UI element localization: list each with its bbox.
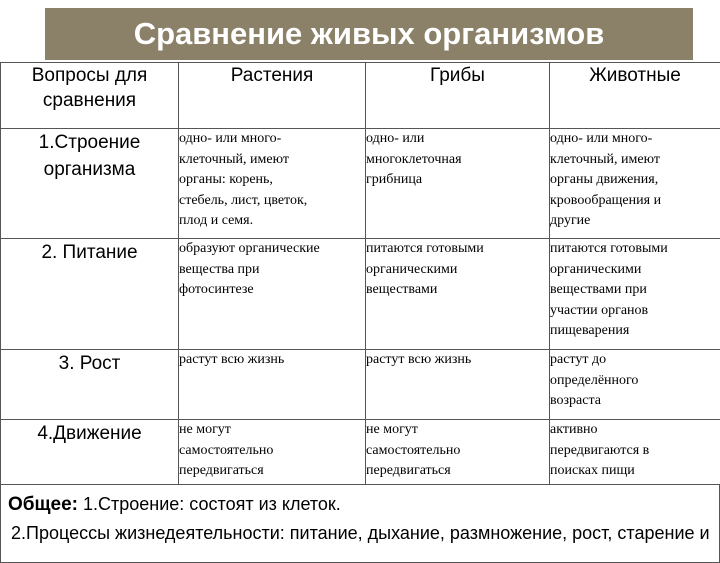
- row-question: [1, 420, 179, 485]
- cell-line: органы движения,: [550, 172, 659, 188]
- cell-line: плод и семя.: [179, 213, 254, 229]
- cell-line: клеточный, имеют: [550, 151, 660, 167]
- page-title: Сравнение живых организмов: [45, 8, 693, 60]
- cell-fungi: [366, 350, 550, 420]
- cell-line: самостоятельно: [366, 442, 461, 458]
- cell-line: пищеварения: [550, 323, 630, 339]
- question-line: организма: [43, 159, 136, 180]
- cell-line: возраста: [550, 393, 601, 409]
- row-question: [1, 129, 179, 239]
- cell-line: образуют органические: [179, 241, 320, 256]
- cell-line: фотосинтезе: [179, 282, 254, 298]
- common-line-1: [8, 494, 341, 516]
- cell-line: вещества при: [179, 261, 260, 277]
- comparison-table: [0, 62, 720, 485]
- common-summary: [0, 484, 720, 563]
- cell-line: одно- или: [366, 131, 425, 146]
- header-plants: Растения: [179, 63, 366, 129]
- cell-line: кровообращения и: [550, 192, 662, 208]
- cell-plants: [179, 420, 366, 485]
- cell-line: органическими: [550, 261, 642, 277]
- cell-line: другие: [550, 213, 591, 229]
- header-questions-line: сравнения: [42, 90, 137, 111]
- cell-line: многоклеточная: [366, 151, 462, 167]
- cell-line: органы: корень,: [179, 172, 273, 188]
- cell-fungi: [366, 420, 550, 485]
- table-row: [1, 129, 720, 239]
- cell-plants: [179, 350, 366, 420]
- table-header-row: [1, 63, 720, 129]
- cell-line: участии органов: [550, 302, 649, 318]
- cell-line: питаются готовыми: [366, 241, 484, 256]
- cell-animals: [550, 129, 720, 239]
- cell-line: веществами при: [550, 282, 647, 298]
- question-line: 3. Рост: [58, 353, 121, 374]
- cell-line: самостоятельно: [179, 442, 274, 458]
- cell-animals: [550, 239, 720, 350]
- cell-line: органическими: [366, 261, 458, 277]
- cell-line: одно- или много-: [550, 131, 653, 146]
- table-row: [1, 350, 720, 420]
- header-animals: Животные: [550, 63, 720, 129]
- cell-line: питаются готовыми: [550, 241, 668, 256]
- cell-line: поисках пищи: [550, 463, 635, 479]
- cell-line: растут всю жизнь: [366, 352, 472, 367]
- cell-line: определённого: [550, 372, 639, 388]
- table-row: [1, 420, 720, 485]
- cell-line: одно- или много-: [179, 131, 282, 146]
- cell-line: не могут: [366, 422, 418, 437]
- question-line: 1.Строение: [38, 132, 141, 153]
- cell-line: не могут: [179, 422, 231, 437]
- cell-plants: [179, 129, 366, 239]
- row-question: [1, 350, 179, 420]
- header-questions-line: Вопросы для: [31, 65, 148, 86]
- cell-line: растут до: [550, 352, 607, 367]
- cell-line: передвигаться: [366, 463, 451, 479]
- question-line: 2. Питание: [41, 242, 138, 263]
- cell-line: передвигаться: [179, 463, 264, 479]
- cell-line: стебель, лист, цветок,: [179, 192, 308, 208]
- table-row: [1, 239, 720, 350]
- cell-line: растут всю жизнь: [179, 352, 285, 367]
- cell-line: грибница: [366, 172, 423, 188]
- cell-line: активно: [550, 422, 598, 437]
- cell-fungi: [366, 239, 550, 350]
- header-fungi: Грибы: [366, 63, 550, 129]
- header-questions: [1, 63, 179, 129]
- cell-animals: [550, 420, 720, 485]
- cell-line: веществами: [366, 282, 438, 298]
- row-question: [1, 239, 179, 350]
- cell-animals: [550, 350, 720, 420]
- cell-fungi: [366, 129, 550, 239]
- common-line-2: 2.Процессы жизнедеятельности: питание, дыхание, размножение, рост, старение и: [11, 523, 710, 543]
- question-line: 4.Движение: [37, 423, 142, 444]
- common-label: Общее:: [8, 494, 79, 515]
- cell-line: передвигаются в: [550, 442, 650, 458]
- common-text-1: 1.Строение: состоят из клеток.: [78, 494, 341, 514]
- cell-plants: [179, 239, 366, 350]
- cell-line: клеточный, имеют: [179, 151, 289, 167]
